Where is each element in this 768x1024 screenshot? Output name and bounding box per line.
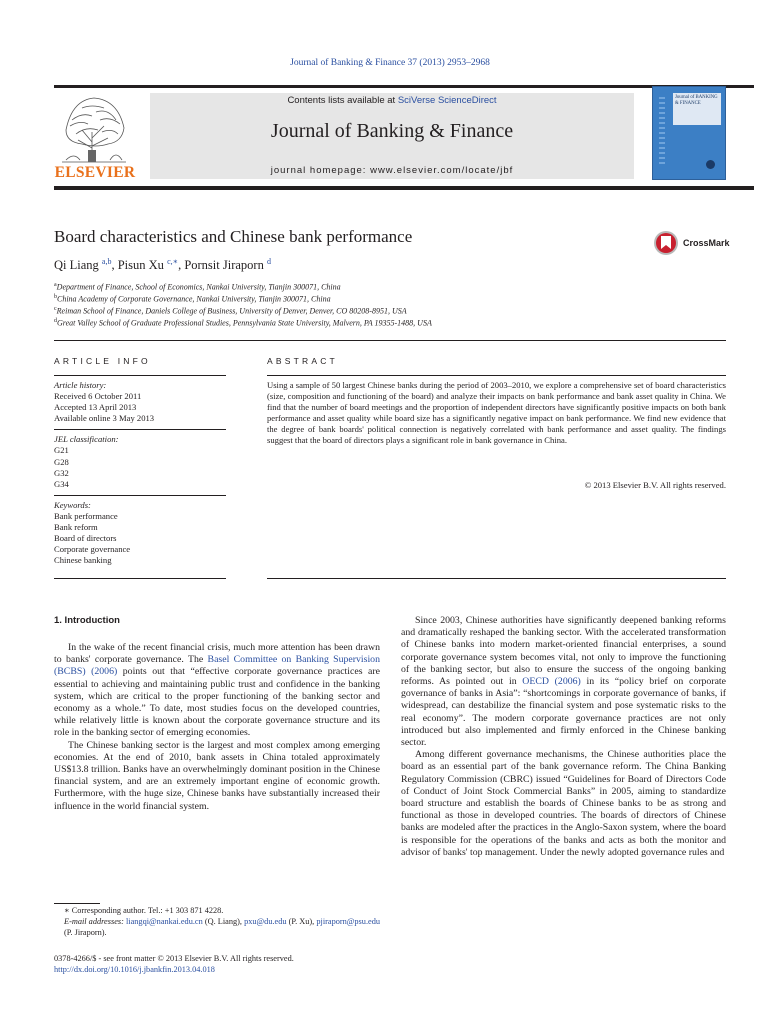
paragraph-text: In the wake of the recent financial crisis, much more attention has been drawn to banks' corporate governance. The	[54, 642, 380, 666]
abstract-end-rule	[267, 578, 726, 579]
email-addresses	[54, 917, 380, 939]
author-affil-sup[interactable]: c,∗	[167, 257, 179, 266]
article-info-heading: ARTICLE INFO	[54, 356, 151, 366]
email-label: E-mail addresses:	[64, 916, 124, 926]
affiliation	[54, 306, 407, 316]
paper-title: Board characteristics and Chinese bank performance	[54, 227, 413, 246]
keywords-label: Keywords:	[54, 499, 91, 510]
author-name: Pisun Xu	[117, 258, 164, 273]
keyword: Corporate governance	[54, 544, 131, 555]
body-paragraph	[401, 615, 726, 749]
abstract-heading: ABSTRACT	[267, 356, 338, 366]
email-owner: (Q. Liang),	[202, 916, 245, 926]
author-name: Pornsit Jiraporn	[184, 258, 264, 273]
affiliation-sup: a	[54, 282, 57, 288]
reference-link-bcbs[interactable]: Basel Committee on Banking Supervision (BCBS) (2006)	[54, 654, 380, 678]
cover-title: Journal of BANKING & FINANCE	[673, 93, 721, 125]
affiliation-text: Reiman School of Finance, Daniels College of Business, University of Denver, Denver, CO 80208-8951, USA	[56, 306, 407, 316]
jel-code: G34	[54, 478, 69, 489]
doi-link[interactable]: http://dx.doi.org/10.1016/j.jbankfin.2013.04.018	[54, 965, 215, 974]
affiliation	[54, 282, 341, 292]
journal-title: Journal of Banking & Finance	[270, 120, 514, 142]
issn-block	[54, 953, 294, 975]
author-name: Qi Liang	[54, 258, 99, 273]
article-info	[54, 380, 226, 566]
body-paragraph: The Chinese banking sector is the largest and most complex among emerging economies. At the end of 2010, bank assets in China totaled approximately US$13.8 trillion. Banks have an overwhelmingly dominant position in the Chinese financial system, and are an extremely important engine of economic growth. Furthermore, with the huge size, Chinese banks have substantially increased their influence in the world financial system.	[54, 739, 380, 812]
article-info-end-rule	[54, 578, 226, 579]
received-date: Received 6 October 2011	[54, 391, 142, 402]
keyword: Board of directors	[54, 533, 117, 544]
author-list: Qi Liang $^{a,b}$, Pisun Xu $^{c,∗}$, Pornsit Jiraporn $^d$	[54, 257, 271, 273]
journal-citation[interactable]: Journal of Banking & Finance 37 (2013) 2953–2968	[290, 58, 490, 68]
affiliation	[54, 318, 432, 328]
journal-homepage[interactable]: journal homepage: www.elsevier.com/locate/jbf	[270, 165, 514, 176]
section-heading-introduction: 1. Introduction	[54, 615, 120, 626]
affiliation-text: Department of Finance, School of Economics, Nankai University, Tianjin 300071, China	[56, 282, 341, 292]
sciencedirect-link[interactable]: SciVerse ScienceDirect	[397, 95, 497, 106]
email-owner: (P. Jiraporn).	[64, 927, 107, 937]
corresponding-author-note: ∗ Corresponding author. Tel.: +1 303 871 4228.	[64, 906, 224, 915]
abstract-rule	[267, 375, 726, 376]
keyword: Bank reform	[54, 522, 98, 533]
header-top-rule	[54, 85, 754, 88]
email-link[interactable]: pjiraporn@psu.edu	[316, 916, 380, 926]
contents-available-line	[150, 95, 634, 106]
issn-line: 0378-4266/$ - see front matter © 2013 Elsevier B.V. All rights reserved.	[54, 954, 294, 963]
accepted-date: Accepted 13 April 2013	[54, 402, 137, 413]
author-affil-sup[interactable]: a,b	[101, 257, 112, 266]
author-affil-sup[interactable]: d	[266, 257, 271, 266]
affiliation-text: Great Valley School of Graduate Professional Studies, Pennsylvania State University, Malvern, PA 19355-1488, USA	[57, 318, 432, 328]
jel-code: G32	[54, 467, 69, 478]
email-link[interactable]: pxu@du.edu	[244, 916, 287, 926]
info-divider	[54, 495, 226, 496]
cover-decoration	[659, 97, 665, 167]
affiliation-sup: d	[54, 318, 57, 324]
jel-code: G28	[54, 456, 69, 467]
body-paragraph: Among different governance mechanisms, the Chinese authorities place the board as an essential part of the bank governance reform. The China Banking Regulatory Commission (CBRC) issued “Guidelines for Board of Directors Code of Conduct of Joint Stock Commercial Banks” in 2005, aiming to standardize board structure and establish the boards of Chinese banks to be as strong and functional as those in developed countries. The boards of directors of Chinese banks are modeled after the practices in the Anglo-Saxon system, where the board is responsible for the operations of the banks and acts as both the monitor and advisor of banks' top management. Under the newly adopted governance rules and	[401, 749, 726, 858]
paragraph-text: Since 2003, Chinese authorities have significantly deepened banking reforms and dramatically reshaped the banking sector. With the accelerated transformation of Chinese banks into modern market-oriented financial enterprises, a sound corporate governance system becomes vital, not only to improve the functioning of the banking sector, but also to ensure the success of the ongoing banking reforms. As pointed out in	[401, 615, 726, 688]
history-label: Article history:	[54, 380, 107, 390]
jel-code: G21	[54, 445, 69, 456]
header-bottom-rule	[54, 186, 754, 190]
paragraph-text: points out that “effective corporate governance practices are essential to achieving and maintaining public trust and confidence in the banking system, which are critical to the proper functioning of the banking sector and economy as a whole.” To date, most studies focus on the developed countries, while relatively little is known about the corporate governance structure and its role in the banking sector of emerging economies.	[54, 666, 380, 739]
body-column-left	[54, 642, 380, 813]
paragraph-text: in its “policy brief on corporate governance of banks in Asia”: “shortcomings in corporate governance of banks, if widespread, can destabilize the financial system and pose systematic risks to the real economy”. The modern corporate governance practices are not only introduced but also implemented and firmly enforced in the Chinese banking sector.	[401, 676, 726, 749]
keyword: Bank performance	[54, 510, 118, 521]
affiliation-sup: b	[54, 294, 57, 300]
keyword: Chinese banking	[54, 555, 112, 566]
email-link[interactable]: liangqi@nankai.edu.cn	[125, 916, 203, 926]
footnotes	[54, 906, 380, 938]
info-divider	[54, 429, 226, 430]
crossmark-label[interactable]: CrossMark	[683, 238, 730, 248]
article-info-rule	[54, 375, 226, 376]
reference-link-oecd[interactable]: OECD (2006)	[522, 676, 581, 688]
abstract-copyright: © 2013 Elsevier B.V. All rights reserved.	[584, 480, 726, 490]
abstract-text: Using a sample of 50 largest Chinese banks during the period of 2003–2010, we explore a comprehensive set of board characteristics (size, composition and functioning of the board) and analyze their impacts on bank performance and bank asset quality in China. We find that the number of board meetings and the proportion of independent directors have significantly positive impacts on both bank performance and asset quality while board size has a significantly negative impact on bank performance. We find new evidence that the degree of bank boards' political connection is negatively correlated with bank performance and asset quality. The findings suggest that the board of directors plays a significant role in bank governance in China.	[267, 380, 726, 446]
affiliation-sup: c	[54, 306, 57, 312]
jel-label: JEL classification:	[54, 434, 119, 445]
affiliation	[54, 294, 331, 304]
email-owner: (P. Xu),	[286, 916, 315, 926]
body-paragraph	[54, 642, 380, 740]
affiliation-text: China Academy of Corporate Governance, Nankai University, Tianjin 300071, China	[57, 294, 331, 304]
journal-cover-thumbnail	[652, 86, 726, 180]
publisher-name: ELSEVIER	[54, 164, 136, 181]
cover-badge-icon	[706, 160, 715, 169]
front-matter-rule	[54, 340, 726, 341]
footnote-rule	[54, 903, 100, 904]
body-column-right	[401, 615, 726, 859]
contents-prefix: Contents lists available at	[287, 95, 398, 106]
online-date: Available online 3 May 2013	[54, 413, 155, 424]
